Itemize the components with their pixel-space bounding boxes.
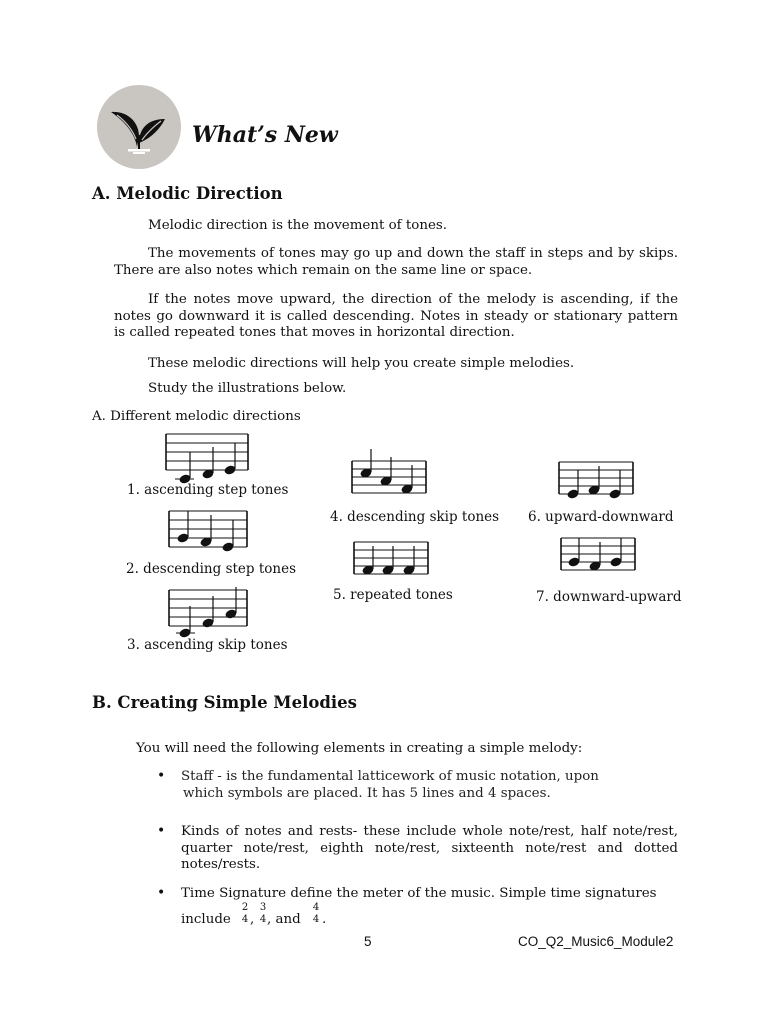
staff-ascending-step [160, 430, 252, 486]
time-signature-4-4-bottom: 4 [312, 914, 320, 925]
bullet-notes-rests: Kinds of notes and rests- these include whole note/rest, half note/rest, quarter note/rest, eighth note/rest, sixteenth note/rest and dotted notes/rests. [181, 824, 678, 872]
comma: , [250, 912, 255, 927]
staff-upward-downward [553, 456, 639, 504]
bullet-staff-line2: which symbols are placed. It has 5 lines and 4 spaces. [183, 786, 551, 801]
bullet-staff-line1: Staff - is the fundamental latticework of music notation, upon [181, 769, 599, 784]
paragraph-5: Study the illustrations below. [148, 381, 347, 396]
illustrations-label: A. Different melodic directions [92, 409, 301, 424]
staff-descending-step [163, 507, 255, 555]
caption-2: 2. descending step tones [126, 561, 297, 577]
time-signature-2-4-top: 2 [241, 902, 249, 913]
staff-ascending-skip [163, 586, 255, 642]
and-word: , and [267, 912, 301, 927]
paragraph-4: These melodic directions will help you create simple melodies. [148, 356, 575, 371]
paragraph-2: The movements of tones may go up and down the staff in steps and by skips. There are also notes which remain on the same line or space. [114, 246, 678, 278]
paragraph-1: Melodic direction is the movement of tones. [148, 218, 448, 233]
time-signature-4-4-top: 4 [312, 902, 320, 913]
staff-repeated [348, 536, 434, 582]
bullet-marker: • [157, 885, 166, 901]
module-code: CO_Q2_Music6_Module2 [518, 934, 674, 949]
time-signature-3-4-top: 3 [259, 902, 267, 913]
bullet-marker: • [157, 768, 166, 784]
bullet-marker: • [157, 823, 166, 839]
caption-7: 7. downward-upward [536, 589, 682, 605]
section-b-heading: B. Creating Simple Melodies [92, 693, 357, 712]
staff-descending-skip [346, 455, 432, 503]
paragraph-3: If the notes move upward, the direction of the melody is ascending, if the notes go downward it is called descending. Notes in steady or stationary pattern is called repeated tones that moves in horizontal direction. [114, 292, 678, 340]
page-number: 5 [364, 934, 372, 949]
caption-1: 1. ascending step tones [127, 482, 289, 498]
section-b-intro: You will need the following elements in creating a simple melody: [136, 741, 583, 756]
bullet-time-signature: Time Signature define the meter of the music. Simple time signatures [181, 886, 657, 901]
caption-5: 5. repeated tones [333, 587, 453, 603]
page-title: What’s New [192, 122, 338, 148]
include-word: include [181, 912, 231, 927]
time-signature-2-4-bottom: 4 [241, 914, 249, 925]
plant-sprout-icon [97, 85, 181, 169]
caption-3: 3. ascending skip tones [127, 637, 288, 653]
caption-4: 4. descending skip tones [330, 509, 500, 525]
section-a-heading: A. Melodic Direction [92, 184, 283, 203]
end-period: . [322, 912, 327, 927]
caption-6: 6. upward-downward [528, 509, 674, 525]
staff-downward-upward [555, 532, 641, 580]
time-signature-3-4-bottom: 4 [259, 914, 267, 925]
